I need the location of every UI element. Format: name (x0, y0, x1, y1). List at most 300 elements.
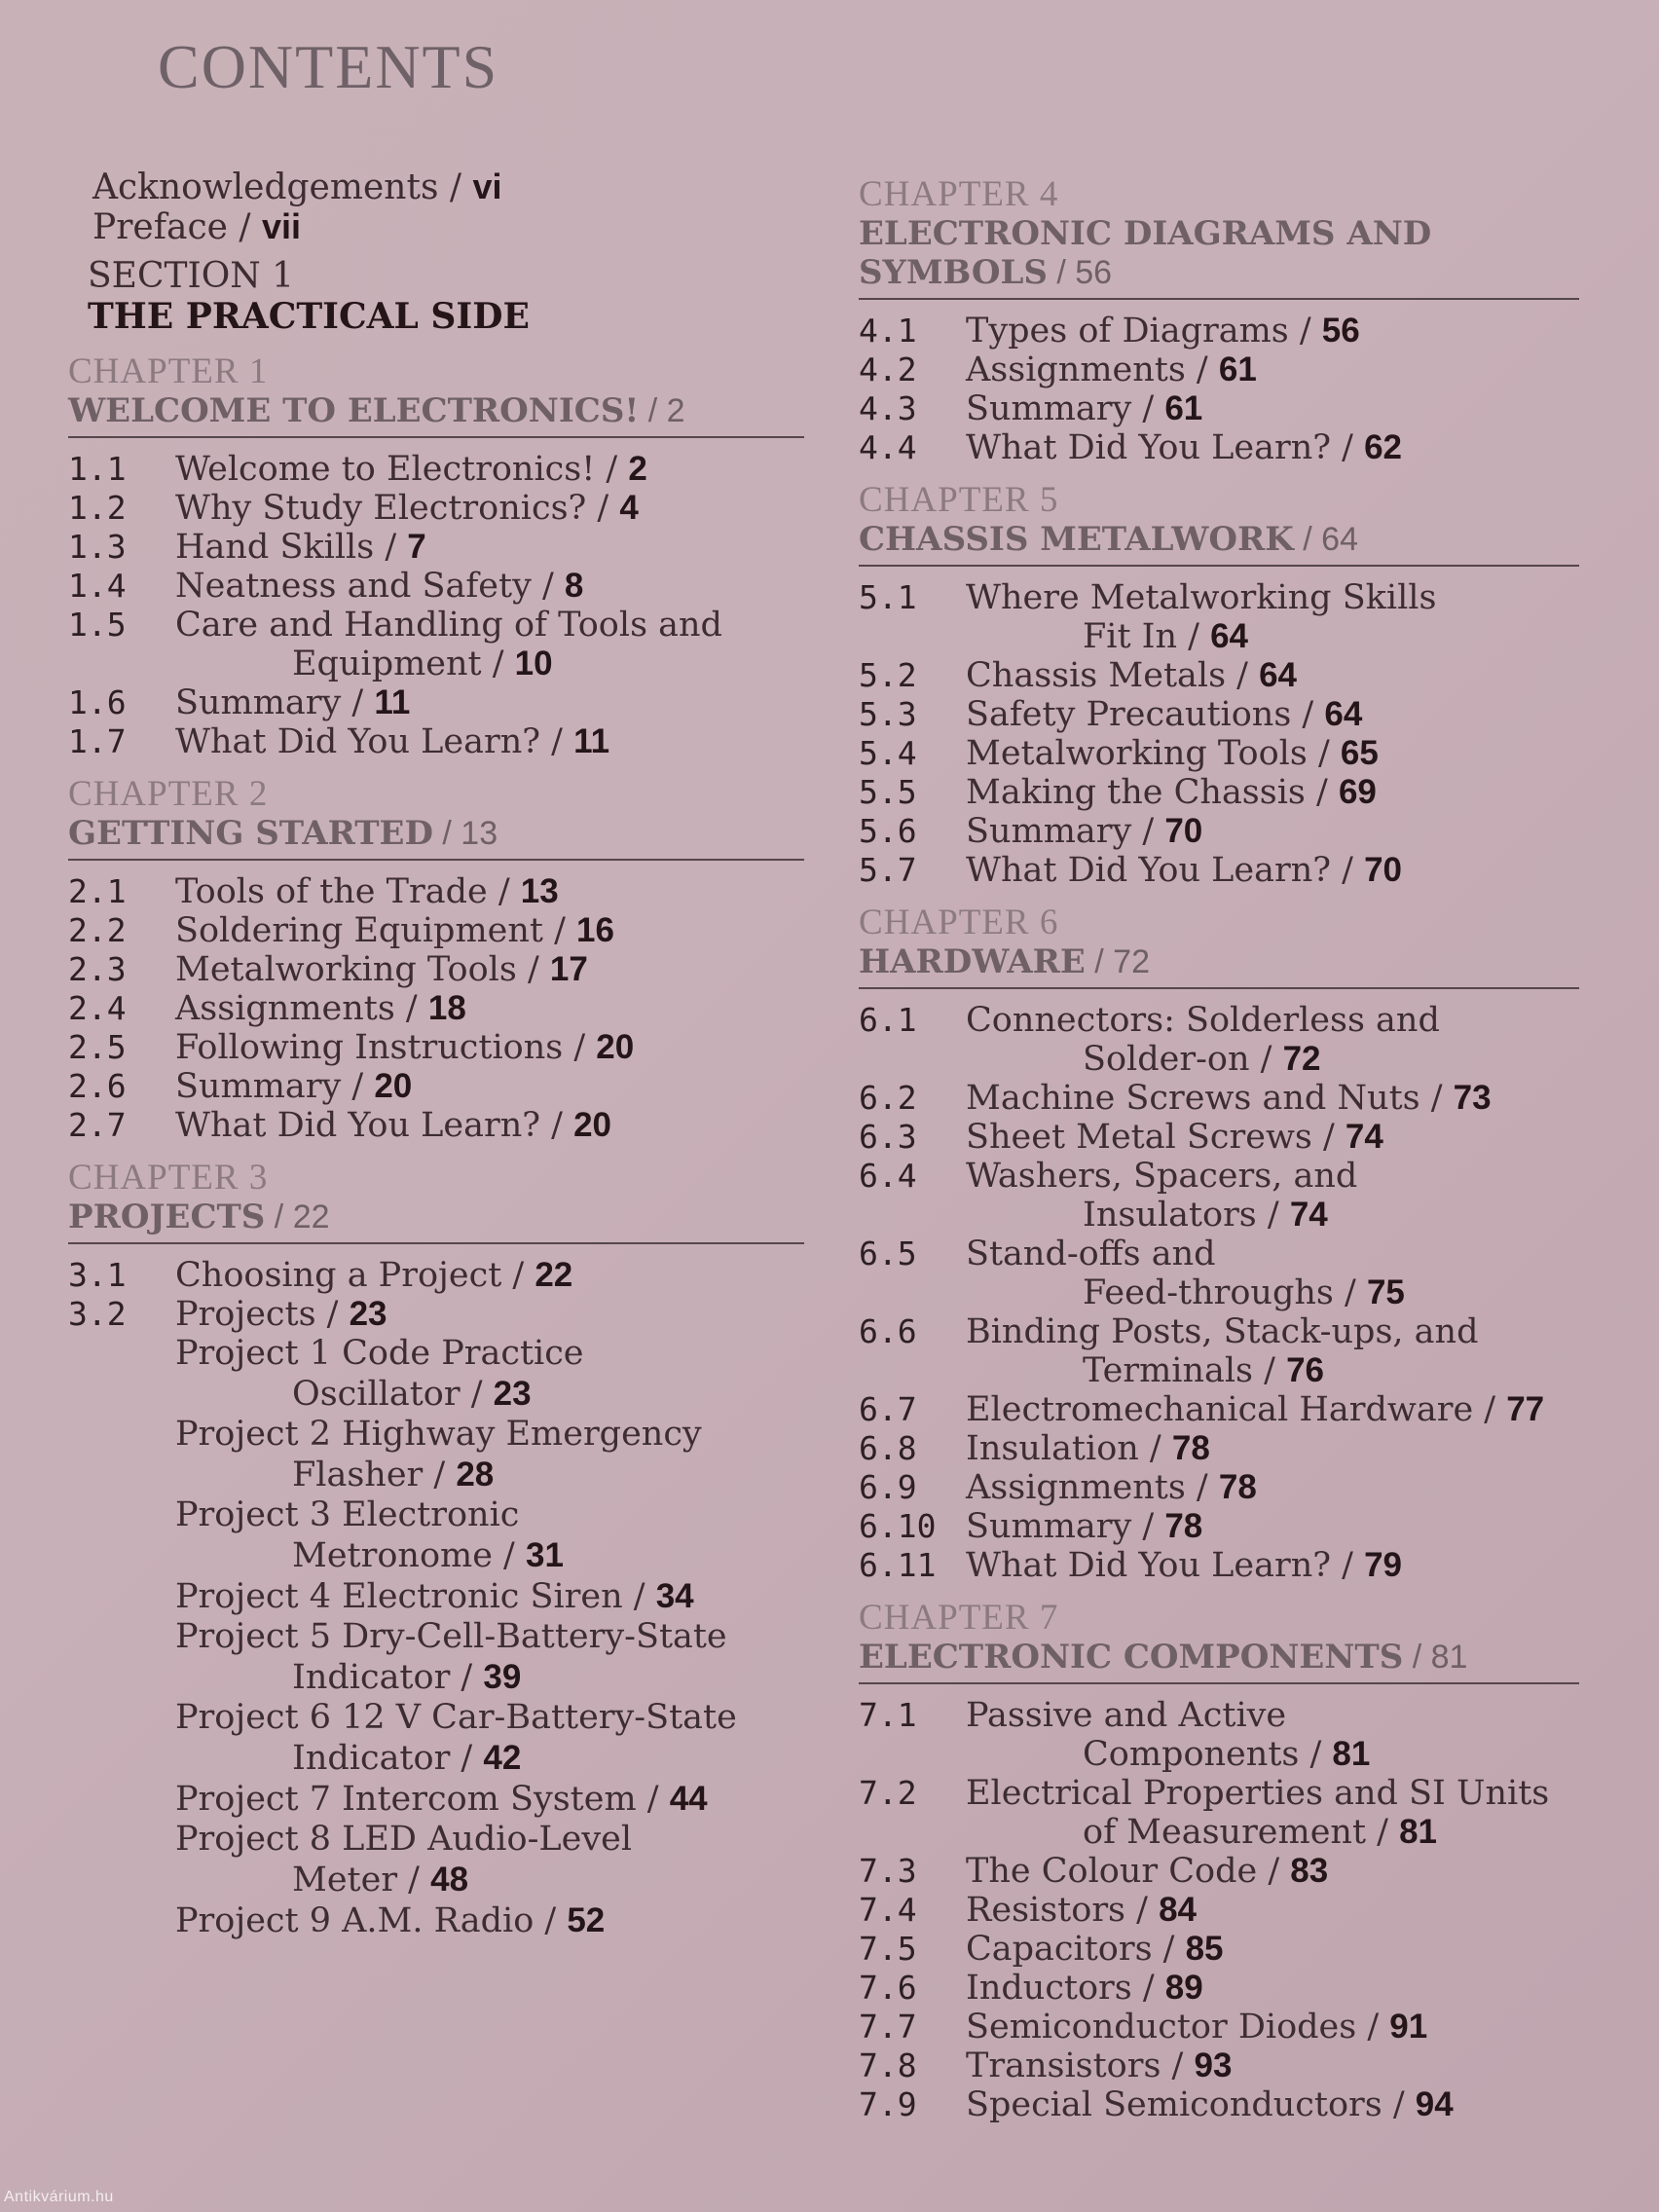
project-title: Project 2 Highway Emergency (175, 1415, 702, 1454)
entry-page: 94 (1415, 2085, 1454, 2123)
entry-text (966, 1696, 1579, 1774)
entry-continuation (966, 617, 1579, 656)
entry-number: 1.7 (68, 722, 127, 760)
entry-page: 23 (349, 1295, 387, 1333)
toc-entry (68, 567, 804, 606)
entry-number: 7.4 (859, 1891, 917, 1929)
project-title: Project 8 LED Audio-Level (175, 1820, 633, 1859)
entry-page: 78 (1218, 1468, 1257, 1506)
chapter-block (859, 1599, 1579, 2124)
project-title-continued: Indicator / (292, 1739, 484, 1778)
entry-number: 2.2 (68, 911, 127, 949)
entry-continuation (966, 1196, 1579, 1235)
entry-text (175, 1106, 804, 1145)
chapter-title (68, 1198, 804, 1244)
entry-number: 7.9 (859, 2085, 917, 2123)
toc-entry (859, 851, 1579, 890)
project-title: Project 9 A.M. Radio / (175, 1901, 568, 1940)
entry-continuation (966, 1813, 1579, 1852)
entry-number: 7.1 (859, 1696, 917, 1734)
entry-title: Sheet Metal Screws / (966, 1118, 1346, 1157)
entry-page: 69 (1338, 773, 1377, 811)
entry-title: Summary / (966, 389, 1165, 428)
toc-entry (68, 1295, 804, 1334)
chapter-title (68, 391, 804, 438)
entry-page: 78 (1164, 1507, 1203, 1545)
project-continuation (175, 1535, 804, 1576)
entry-number: 6.1 (859, 1001, 917, 1039)
project-entry (68, 1576, 804, 1617)
chapter-title-text-2: SYMBOLS (859, 253, 1048, 292)
entry-number: 3.1 (68, 1256, 127, 1294)
project-continuation (175, 1455, 804, 1495)
toc-entry (859, 1930, 1579, 1969)
entry-title: Semiconductor Diodes / (966, 2008, 1390, 2046)
entry-title: Passive and Active (966, 1696, 1287, 1735)
entry-title: What Did You Learn? / (966, 428, 1365, 467)
entry-title: Chassis Metals / (966, 656, 1260, 695)
chapter-title (68, 814, 804, 861)
project-page: 28 (456, 1456, 495, 1493)
entry-text (966, 578, 1579, 656)
entry-number: 6.5 (859, 1235, 917, 1272)
entry-title: Choosing a Project / (175, 1256, 535, 1295)
entry-title: Transistors / (966, 2046, 1195, 2085)
entry-list (859, 1001, 1579, 1585)
toc-entry (859, 350, 1579, 389)
entry-number: 1.2 (68, 489, 127, 527)
project-entry (68, 1415, 804, 1495)
entry-text (966, 1852, 1579, 1891)
entry-title: Neatness and Safety / (175, 567, 565, 606)
toc-entry (68, 722, 804, 761)
entry-number: 7.6 (859, 1969, 917, 2007)
chapter-title (859, 520, 1579, 567)
entry-number: 2.4 (68, 989, 127, 1027)
chapter-page-number: 2 (666, 392, 685, 429)
chapter-block (68, 1159, 804, 1941)
chapter-page-number: 81 (1430, 1639, 1468, 1676)
toc-entry (859, 1507, 1579, 1546)
section-label: SECTION 1 (88, 256, 295, 296)
front-item-page: vii (262, 206, 302, 246)
chapter-page-number: 13 (461, 815, 498, 852)
entry-title: Metalworking Tools / (966, 734, 1341, 773)
entry-number: 7.3 (859, 1852, 917, 1890)
entry-number: 6.4 (859, 1157, 917, 1195)
entry-title: Electrical Properties and SI Units (966, 1774, 1550, 1813)
entry-number: 1.6 (68, 683, 127, 721)
entry-page: 73 (1453, 1079, 1492, 1117)
entry-title: Insulation / (966, 1429, 1172, 1468)
entry-page: 81 (1399, 1813, 1438, 1851)
chapter-title-text: GETTING STARTED (68, 814, 433, 853)
entry-title: Soldering Equipment / (175, 911, 577, 950)
project-title-continued: Flasher / (292, 1456, 457, 1494)
entry-number: 4.2 (859, 350, 917, 388)
entry-number: 5.5 (859, 773, 917, 811)
entry-number: 7.2 (859, 1774, 917, 1812)
toc-entry (859, 1079, 1579, 1118)
entry-page: 75 (1366, 1273, 1405, 1311)
entry-title: Special Semiconductors / (966, 2085, 1416, 2124)
entry-number: 4.3 (859, 389, 917, 427)
entry-list (68, 1256, 804, 1941)
entry-page: 72 (1282, 1040, 1321, 1078)
entry-page: 20 (573, 1106, 611, 1144)
entry-text (966, 1312, 1579, 1390)
entry-page: 70 (1164, 812, 1203, 850)
entry-page: 74 (1289, 1196, 1328, 1234)
chapter-title-text: ELECTRONIC DIAGRAMS AND (859, 214, 1432, 253)
front-item-acknowledgements (92, 167, 501, 207)
watermark: Antikvárium.hu (4, 2189, 114, 2205)
entry-text (966, 1468, 1579, 1507)
chapter-block (859, 175, 1579, 467)
entry-text (966, 312, 1579, 350)
chapter-label: CHAPTER 2 (68, 774, 269, 814)
entry-number: 7.7 (859, 2008, 917, 2046)
toc-entry (859, 2046, 1579, 2085)
toc-entry (859, 1468, 1579, 1507)
entry-page: 91 (1389, 2008, 1428, 2046)
entry-number: 7.5 (859, 1930, 917, 1968)
entry-title: Connectors: Solderless and (966, 1001, 1440, 1040)
front-item-label: Acknowledgements / (92, 167, 473, 207)
entry-title: Resistors / (966, 1891, 1160, 1930)
toc-entry (859, 1157, 1579, 1235)
entry-page: 64 (1210, 617, 1249, 655)
entry-page: 17 (549, 950, 588, 988)
entry-text (966, 851, 1579, 890)
entry-number: 5.4 (859, 734, 917, 772)
chapter-page-number: 56 (1075, 254, 1113, 291)
toc-entry (859, 695, 1579, 734)
chapter-block (859, 481, 1579, 890)
chapter-page: / 64 (1293, 521, 1358, 558)
entry-title-continued: Solder-on / (1083, 1040, 1283, 1079)
entry-page: 2 (628, 450, 647, 488)
entry-text (966, 1390, 1579, 1429)
project-entry (68, 1820, 804, 1900)
page-title: CONTENTS (158, 32, 499, 101)
section-heading (88, 257, 530, 337)
project-page: 48 (430, 1861, 469, 1899)
toc-entry (859, 1546, 1579, 1585)
entry-title-continued: Components / (1083, 1735, 1333, 1774)
entry-text (966, 695, 1579, 734)
entry-page: 65 (1340, 734, 1379, 772)
entry-text (966, 389, 1579, 428)
toc-entry (68, 1106, 804, 1145)
chapter-label: CHAPTER 7 (859, 1598, 1059, 1638)
entry-number: 5.7 (859, 851, 917, 889)
entry-title: Inductors / (966, 1969, 1165, 2008)
chapter-title (859, 214, 1579, 300)
entry-text (966, 1774, 1579, 1852)
entry-number: 2.3 (68, 950, 127, 988)
entry-title-continued: Insulators / (1083, 1196, 1290, 1235)
entry-title: What Did You Learn? / (966, 1546, 1365, 1585)
entry-number: 6.9 (859, 1468, 917, 1506)
chapter-page-number: 22 (292, 1198, 330, 1235)
chapter-page-number: 72 (1113, 943, 1150, 980)
toc-entry (68, 450, 804, 489)
toc-entry (68, 528, 804, 567)
project-title-continued: Indicator / (292, 1658, 484, 1697)
entry-number: 5.6 (859, 812, 917, 850)
toc-entry (859, 656, 1579, 695)
entry-title: Projects / (175, 1295, 350, 1334)
entry-page: 10 (514, 645, 553, 682)
toc-entry (68, 1028, 804, 1067)
entry-text (966, 1118, 1579, 1157)
entry-page: 20 (596, 1028, 635, 1066)
toc-entry (859, 1969, 1579, 2008)
entry-list (859, 312, 1579, 467)
entry-text (175, 1067, 804, 1106)
toc-entry (68, 911, 804, 950)
entry-title: Safety Precautions / (966, 695, 1325, 734)
front-item-page: vi (472, 166, 502, 206)
project-page: 52 (567, 1901, 606, 1939)
chapter-title-text: ELECTRONIC COMPONENTS (859, 1638, 1404, 1677)
entry-page: 16 (576, 911, 614, 949)
entry-continuation (966, 1040, 1579, 1079)
entry-text (966, 1235, 1579, 1312)
entry-title: Why Study Electronics? / (175, 489, 620, 528)
entry-title: The Colour Code / (966, 1852, 1291, 1891)
front-item-label: Preface / (92, 207, 263, 247)
chapter-label: CHAPTER 6 (859, 903, 1059, 942)
entry-page: 11 (573, 722, 610, 760)
entry-number: 6.6 (859, 1312, 917, 1350)
entry-text (175, 683, 804, 722)
toc-entry (68, 489, 804, 528)
entry-text (175, 1028, 804, 1067)
entry-number: 2.1 (68, 872, 127, 910)
entry-number: 5.1 (859, 578, 917, 616)
chapter-label: CHAPTER 3 (68, 1158, 269, 1198)
entry-text (175, 489, 804, 528)
entry-text (966, 1546, 1579, 1585)
toc-entry (859, 2085, 1579, 2124)
chapter-page: / 22 (265, 1198, 330, 1235)
entry-text (175, 722, 804, 761)
toc-entry (859, 312, 1579, 350)
entry-title: Where Metalworking Skills (966, 578, 1437, 617)
entry-text (966, 1507, 1579, 1546)
entry-title: Electromechanical Hardware / (966, 1390, 1507, 1429)
entry-number: 1.4 (68, 567, 127, 605)
entry-page: 11 (374, 683, 411, 721)
entry-title: Machine Screws and Nuts / (966, 1079, 1454, 1118)
toc-entry (68, 1256, 804, 1295)
entry-page: 70 (1364, 851, 1402, 889)
entry-page: 76 (1286, 1351, 1324, 1389)
entry-number: 3.2 (68, 1295, 127, 1333)
entry-text (966, 734, 1579, 773)
project-title: Project 4 Electronic Siren / (175, 1577, 656, 1616)
chapter-page-number: 64 (1321, 521, 1358, 558)
entry-page: 61 (1164, 389, 1203, 427)
entry-text (175, 450, 804, 489)
toc-entry (68, 683, 804, 722)
toc-entry (68, 872, 804, 911)
right-column (859, 175, 1579, 2138)
chapter-label: CHAPTER 1 (68, 351, 269, 391)
entry-title: Summary / (175, 683, 375, 722)
project-title: Project 1 Code Practice (175, 1334, 584, 1373)
project-page: 23 (493, 1375, 532, 1413)
chapter-block (68, 352, 804, 761)
entry-title: Summary / (175, 1067, 375, 1106)
entry-title: Stand-offs and (966, 1235, 1216, 1273)
entry-title: Tools of the Trade / (175, 872, 521, 911)
project-entry (68, 1334, 804, 1415)
entry-text (966, 656, 1579, 695)
project-continuation (175, 1657, 804, 1698)
entry-number: 2.7 (68, 1106, 127, 1144)
chapter-block (859, 903, 1579, 1585)
entry-title: Capacitors / (966, 1930, 1186, 1969)
entry-text (175, 1256, 804, 1295)
toc-entry (859, 773, 1579, 812)
entry-number: 1.1 (68, 450, 127, 488)
entry-list (68, 872, 804, 1145)
entry-title-continued: Fit In / (1083, 617, 1211, 656)
entry-text (966, 812, 1579, 851)
entry-text (966, 350, 1579, 389)
entry-page: 8 (564, 567, 584, 605)
entry-title: Binding Posts, Stack-ups, and (966, 1312, 1479, 1351)
entry-title: What Did You Learn? / (966, 851, 1365, 890)
entry-continuation (966, 1273, 1579, 1312)
entry-number: 6.7 (859, 1390, 917, 1428)
entry-text (966, 773, 1579, 812)
entry-number: 4.4 (859, 428, 917, 466)
entry-title-continued: Equipment / (292, 645, 515, 683)
entry-title: What Did You Learn? / (175, 1106, 574, 1145)
chapter-page: / 72 (1085, 943, 1150, 980)
entry-page: 13 (520, 872, 559, 910)
toc-entry (859, 1852, 1579, 1891)
chapter-page: / 81 (1403, 1639, 1468, 1676)
entry-page: 62 (1364, 428, 1402, 466)
project-entry (68, 1495, 804, 1576)
entry-number: 5.3 (859, 695, 917, 733)
toc-entry (859, 1696, 1579, 1774)
entry-text (175, 606, 804, 683)
entry-page: 83 (1290, 1852, 1329, 1890)
entry-number: 5.2 (859, 656, 917, 694)
project-title-continued: Metronome / (292, 1536, 526, 1575)
entry-page: 64 (1324, 695, 1363, 733)
entry-text (966, 1429, 1579, 1468)
entry-text (966, 1079, 1579, 1118)
entry-continuation (966, 1351, 1579, 1390)
entry-continuation (966, 1735, 1579, 1774)
project-entry (68, 1617, 804, 1698)
chapter-page: / 13 (432, 815, 498, 852)
entry-page: 77 (1506, 1390, 1545, 1428)
chapter-label: CHAPTER 4 (859, 174, 1059, 214)
project-title-continued: Oscillator / (292, 1375, 494, 1414)
project-continuation (175, 1860, 804, 1900)
toc-entry (68, 1067, 804, 1106)
toc-entry (859, 1118, 1579, 1157)
project-page: 42 (483, 1739, 522, 1777)
entry-number: 2.6 (68, 1067, 127, 1105)
front-item-preface (92, 207, 501, 247)
entry-number: 4.1 (859, 312, 917, 350)
entry-page: 4 (619, 489, 639, 527)
entry-text (175, 989, 804, 1028)
entry-page: 18 (427, 989, 466, 1027)
toc-entry (859, 428, 1579, 467)
toc-entry (859, 734, 1579, 773)
toc-entry (68, 989, 804, 1028)
entry-text (175, 950, 804, 989)
chapter-title-text: PROJECTS (68, 1198, 266, 1236)
toc-entry (859, 1312, 1579, 1390)
entry-text (175, 567, 804, 606)
entry-list (68, 450, 804, 761)
project-page: 39 (483, 1658, 522, 1696)
entry-title: Washers, Spacers, and (966, 1157, 1358, 1196)
project-title: Project 7 Intercom System / (175, 1780, 670, 1819)
toc-entry (68, 606, 804, 683)
project-title-continued: Meter / (292, 1861, 431, 1899)
toc-entry (859, 1891, 1579, 1930)
chapter-title (859, 1638, 1579, 1684)
entry-title: What Did You Learn? / (175, 722, 574, 761)
project-entry (68, 1698, 804, 1779)
entry-page: 56 (1321, 312, 1360, 350)
entry-number: 7.8 (859, 2046, 917, 2084)
entry-continuation (175, 645, 804, 683)
chapter-title-text: HARDWARE (859, 942, 1086, 981)
entry-title: Summary / (966, 812, 1165, 851)
chapter-title-text: WELCOME TO ELECTRONICS! (68, 391, 640, 430)
entry-title: Metalworking Tools / (175, 950, 550, 989)
entry-number: 6.3 (859, 1118, 917, 1156)
entry-number: 6.10 (859, 1507, 937, 1545)
entry-text (175, 911, 804, 950)
entry-page: 78 (1171, 1429, 1210, 1467)
toc-entry (859, 1429, 1579, 1468)
entry-title: Care and Handling of Tools and (175, 606, 722, 645)
entry-page: 89 (1164, 1969, 1203, 2007)
project-entry (68, 1779, 804, 1820)
entry-title: Hand Skills / (175, 528, 408, 567)
entry-title: Assignments / (966, 1468, 1219, 1507)
toc-entry (859, 389, 1579, 428)
chapter-title-text: CHASSIS METALWORK (859, 520, 1294, 559)
entry-page: 79 (1364, 1546, 1402, 1584)
entry-page: 20 (374, 1067, 413, 1105)
toc-entry (859, 1390, 1579, 1429)
entry-title: Summary / (966, 1507, 1165, 1546)
entry-text (966, 2046, 1579, 2085)
entry-title-continued: of Measurement / (1083, 1813, 1400, 1852)
entry-list (859, 1696, 1579, 2124)
entry-number: 6.2 (859, 1079, 917, 1117)
project-page: 34 (655, 1577, 694, 1615)
entry-text (966, 428, 1579, 467)
entry-page: 93 (1194, 2046, 1233, 2084)
chapter-page: / 56 (1047, 254, 1113, 291)
